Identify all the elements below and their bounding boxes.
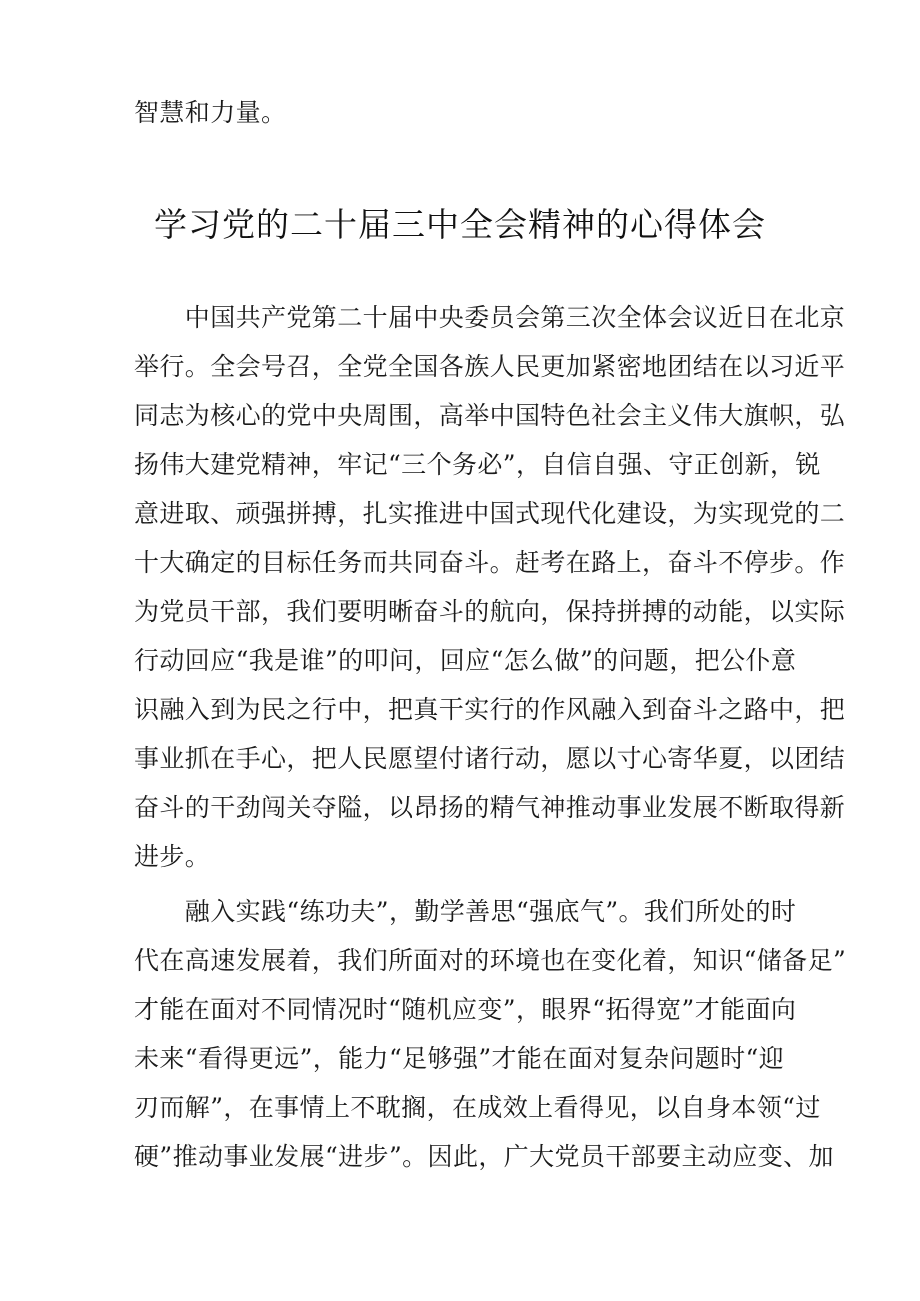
paragraph-line: 同志为核心的党中央周围，高举中国特色社会主义伟大旗帜，弘 [134, 401, 846, 430]
paragraph-line: 未来“看得更远”，能力“足够强”才能在面对复杂问题时“迎 [134, 1044, 785, 1073]
paragraph-line: 硬”推动事业发展“进步”。因此，广大党员干部要主动应变、加 [134, 1142, 834, 1171]
paragraph-line: 事业抓在手心，把人民愿望付诸行动，愿以寸心寄华夏，以团结 [134, 744, 846, 773]
paragraph-line: 才能在面对不同情况时“随机应变”，眼界“拓得宽”才能面向 [134, 995, 797, 1024]
paragraph-line: 举行。全会号召，全党全国各族人民更加紧密地团结在以习近平 [134, 352, 846, 381]
document-title: 学习党的二十届三中全会精神的心得体会 [154, 205, 766, 244]
paragraph-line: 十大确定的目标任务而共同奋斗。赶考在路上，奋斗不停步。作 [134, 548, 846, 577]
paragraph-line: 刃而解”，在事情上不耽搁，在成效上看得见，以自身本领“过 [134, 1093, 821, 1122]
paragraph-line: 扬伟大建党精神，牢记“三个务必”，自信自强、守正创新，锐 [134, 450, 821, 479]
paragraph-line: 奋斗的干劲闯关夺隘，以昂扬的精气神推动事业发展不断取得新 [134, 793, 846, 822]
paragraph-line: 代在高速发展着，我们所面对的环境也在变化着，知识“储备足” [134, 946, 847, 975]
paragraph-line: 意进取、顽强拼搏，扎实推进中国式现代化建设，为实现党的二 [134, 499, 846, 528]
paragraph-line: 中国共产党第二十届中央委员会第三次全体会议近日在北京 [134, 303, 846, 332]
paragraph-line: 识融入到为民之行中，把真干实行的作风融入到奋斗之路中，把 [134, 695, 846, 724]
leading-line: 智慧和力量。 [134, 98, 287, 127]
paragraph-line: 为党员干部，我们要明晰奋斗的航向，保持拼搏的动能，以实际 [134, 597, 846, 626]
paragraph-line: 融入实践“练功夫”，勤学善思“强底气”。我们所处的时 [134, 897, 797, 926]
paragraph-line: 行动回应“我是谁”的叩问，回应“怎么做”的问题，把公仆意 [134, 646, 797, 675]
paragraph-line: 进步。 [134, 842, 211, 871]
